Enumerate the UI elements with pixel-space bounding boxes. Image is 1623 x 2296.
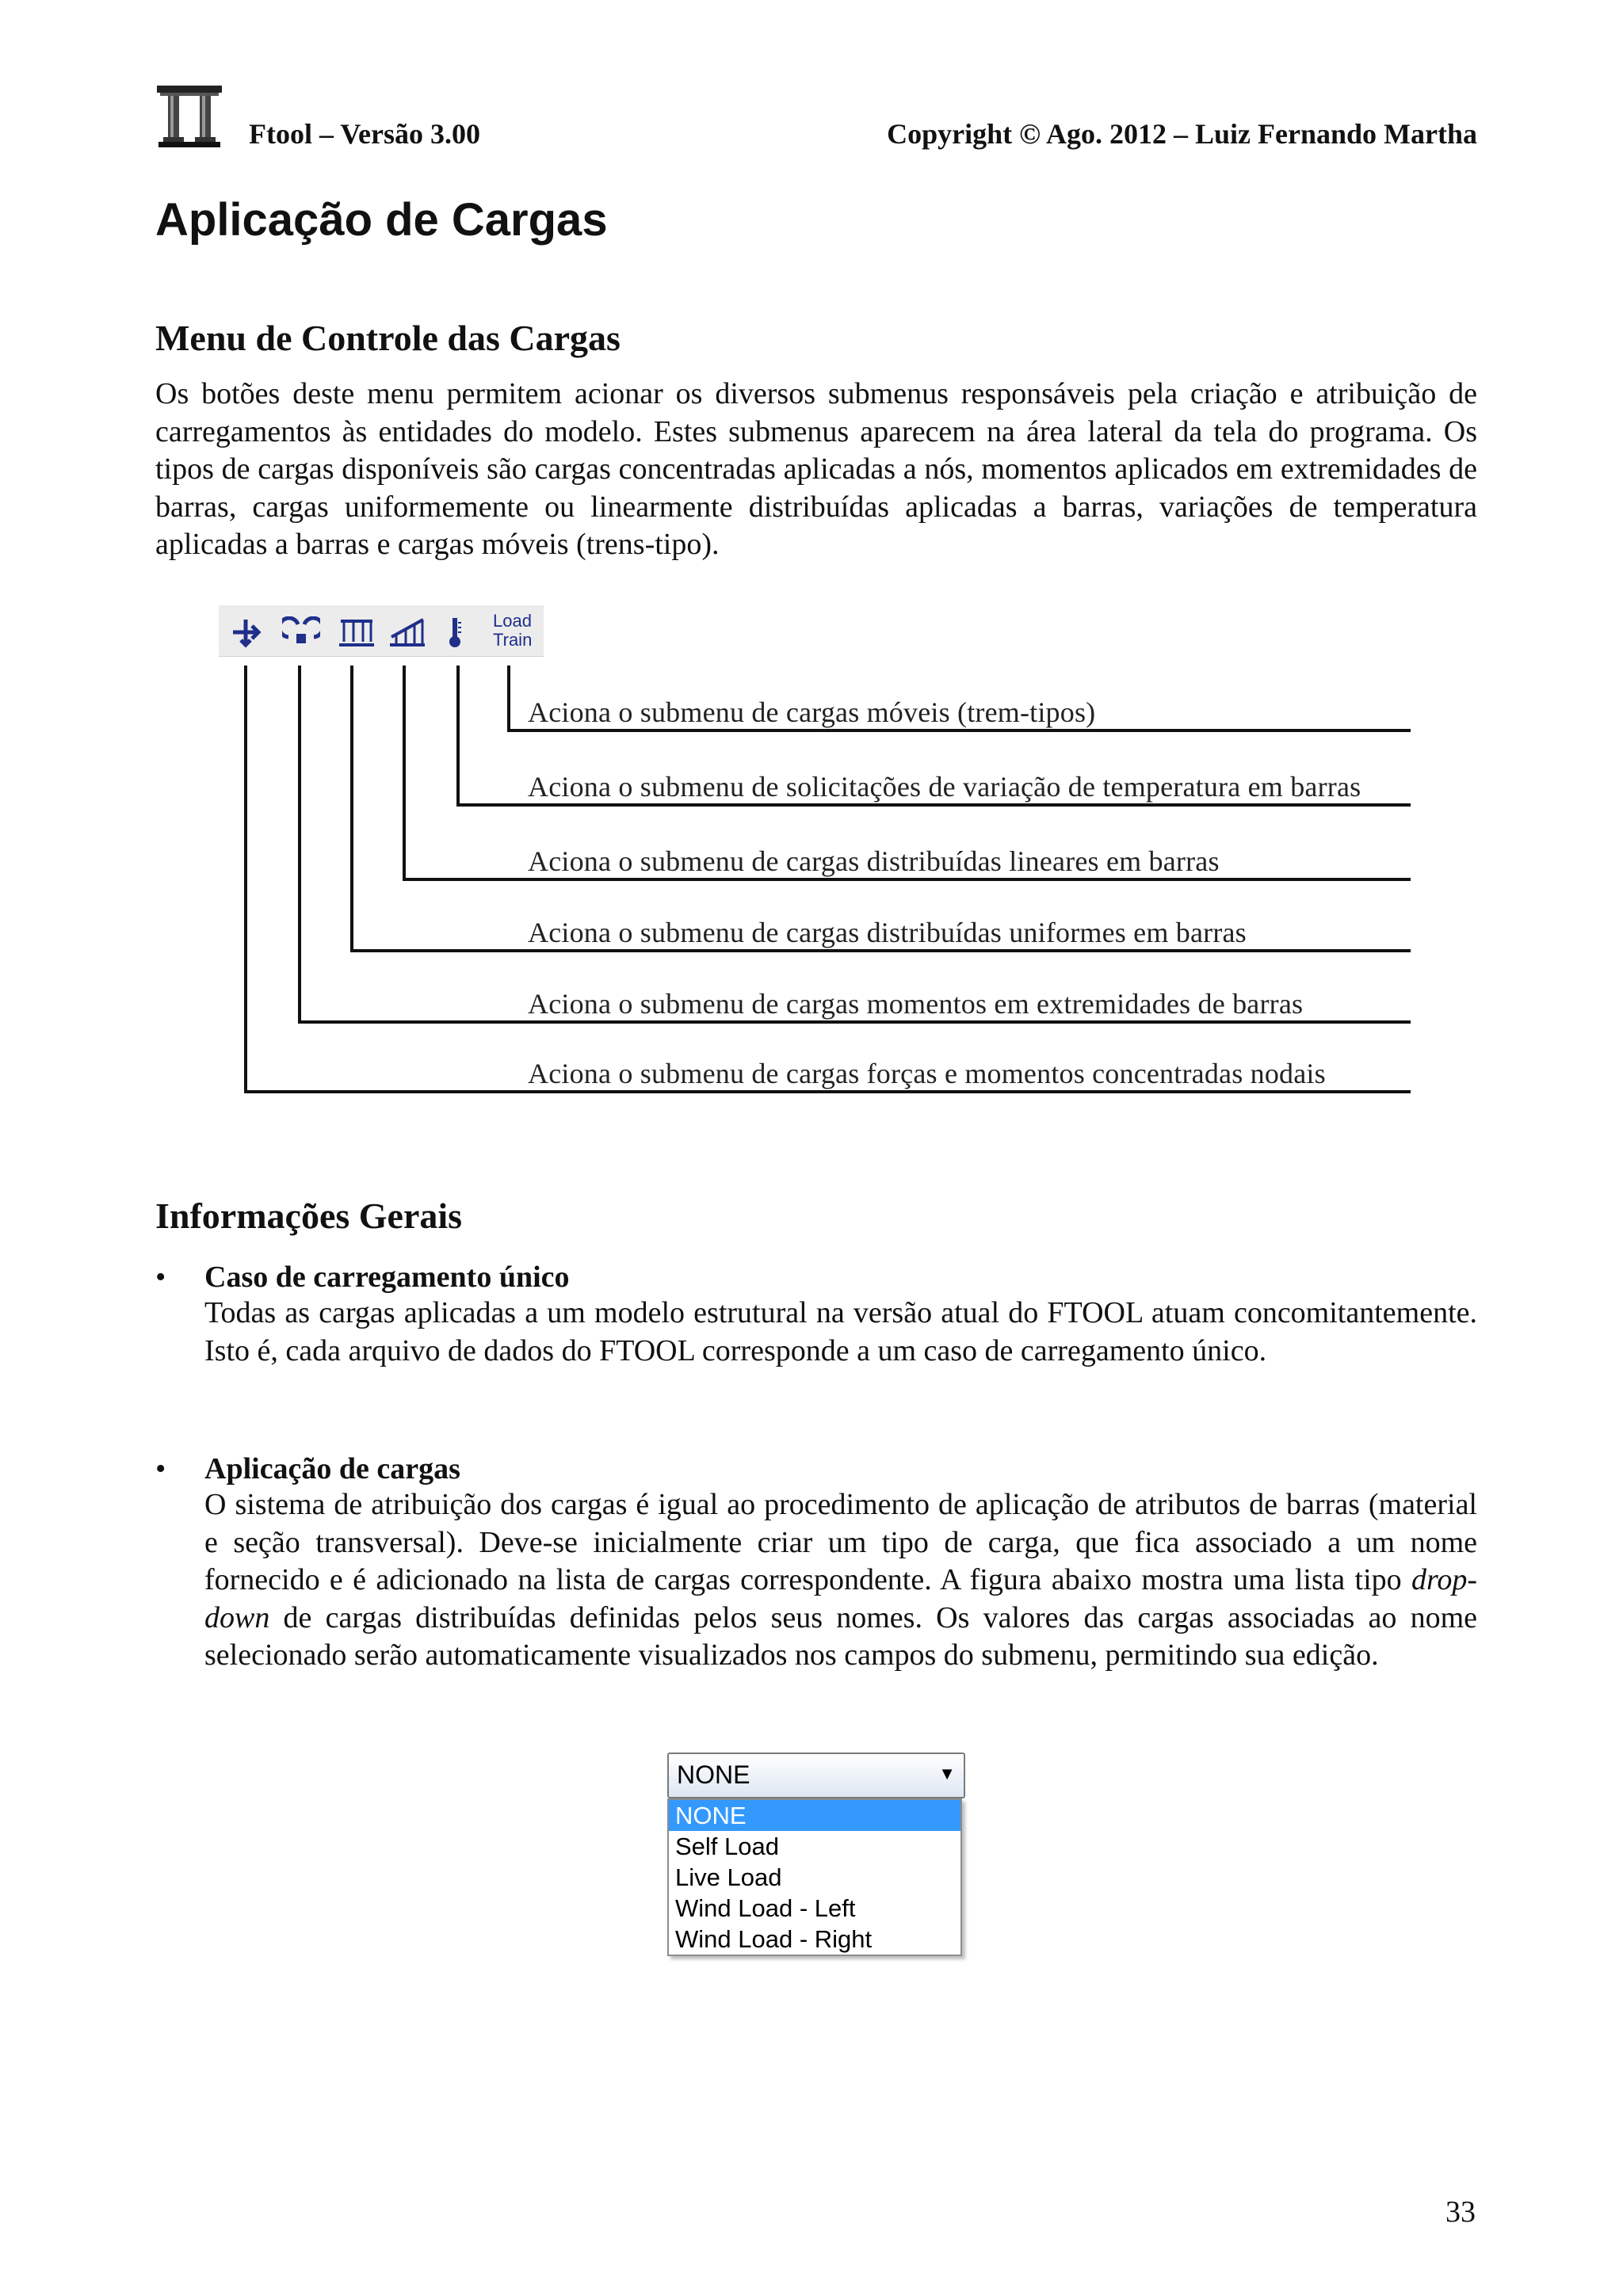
dropdown-option[interactable]: Live Load [675,1863,782,1891]
callout-temperature: Aciona o submenu de solicitações de variação de temperatura em barras [528,771,1361,803]
load-train-label-line2: Train [493,630,533,650]
dropdown-option[interactable]: Wind Load - Right [675,1925,873,1953]
item-body [204,1486,1477,1675]
callout-uniform-loads: Aciona o submenu de cargas distribuídas uniformes em barras [528,917,1247,948]
section-paragraph: Os botões deste menu permitem acionar os diversos submenus responsáveis pela criação e atribuição de carregamentos às entidades do modelo. Estes submenus aparecem na área lateral da tela do programa. Os tipos de cargas disponíveis são cargas concentradas aplicadas a nós, momentos aplicados em extremidades de barras, cargas uniformemente ou linearmente distribuídas aplicadas a barras, variações de temperatura aplicadas a barras e cargas móveis (trens-tipo). [155,377,1477,561]
dropdown-selected-value: NONE [677,1760,750,1789]
load-toolbar-figure [214,602,1419,1109]
page-title: Aplicação de Cargas [155,194,608,246]
header-title: Ftool – Versão 3.00 [249,118,480,150]
pillars-logo-icon [155,84,223,149]
callout-moments: Aciona o submenu de cargas momentos em extremidades de barras [528,988,1304,1020]
callout-moving-loads: Aciona o submenu de cargas móveis (trem-tipos) [528,696,1096,728]
dropdown-option[interactable]: Self Load [675,1833,779,1860]
item-title: Aplicação de cargas [204,1452,460,1486]
item-body-text: de cargas distribuídas definidas pelos seus nomes. Os valores das cargas associadas ao nome selecionado serão automaticamente visualizados nos campos do submenu, permitindo sua edição. [204,1600,1477,1672]
item-body: Todas as cargas aplicadas a um modelo estrutural na versão atual do FTOOL atuam concomitantemente. Isto é, cada arquivo de dados do FTOOL corresponde a um caso de carregamento único. [204,1296,1477,1367]
dropdown-option[interactable]: NONE [669,1800,960,1831]
item-body-italic: drop-down [204,1563,1477,1634]
section-heading: Informações Gerais [155,1196,463,1236]
item-body-text: O sistema de atribuição dos cargas é igual ao procedimento de aplicação de atributos de barras (material e seção transversal). Deve-se inicialmente criar um tipo de carga, que fica associado a um nome fornecido e é adicionado na lista de cargas correspondente. A figura abaixo mostra uma lista tipo [204,1488,1477,1596]
chevron-down-icon[interactable]: ▼ [938,1764,956,1783]
dropdown-options-list [667,1798,962,1956]
header-copyright: Copyright © Ago. 2012 – Luiz Fernando Martha [887,118,1477,150]
section-heading: Menu de Controle das Cargas [155,318,621,358]
callout-linear-loads: Aciona o submenu de cargas distribuídas lineares em barras [528,845,1220,877]
load-train-label-line1: Load [493,611,532,631]
callout-nodal-forces: Aciona o submenu de cargas forças e momentos concentradas nodais [528,1058,1326,1089]
item-title: Caso de carregamento único [204,1261,570,1294]
dropdown-select[interactable] [667,1753,965,1798]
bullet-marker: • [155,1452,166,1486]
page-number: 33 [1445,2195,1476,2229]
dropdown-option[interactable]: Wind Load - Left [675,1894,856,1922]
page-header [155,81,1477,152]
bullet-marker: • [155,1261,166,1294]
